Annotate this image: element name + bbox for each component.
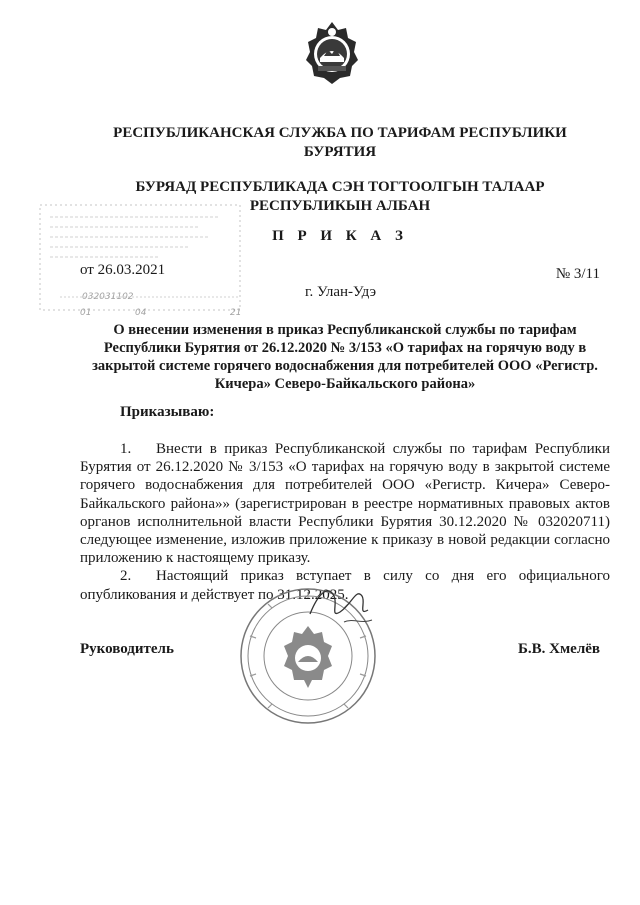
reg-month: 04 — [135, 308, 147, 318]
item-number: 1. — [120, 441, 132, 457]
reg-year: 21 — [230, 308, 242, 318]
document-city: г. Улан-Удэ — [305, 284, 377, 300]
organization-name-ru: РЕСПУБЛИКАНСКАЯ СЛУЖБА ПО ТАРИФАМ РЕСПУБЛИКИ БУРЯТИЯ — [113, 125, 567, 160]
reg-day: 01 — [80, 308, 92, 318]
document-type: П Р И К А З — [272, 228, 408, 244]
document-date: от 26.03.2021 — [80, 262, 166, 278]
item-text: Настоящий приказ вступает в силу со дня его официального опубликования и действует по 31.12.2025. — [80, 568, 610, 603]
document-subject: О внесении изменения в приказ Республиканской службы по тарифам Республики Бурятия от 26.12.2020 № 3/153 «О тарифах на горячую воду в закрытой системе горячего водоснабжения для потребителей ООО «Регистр. Кичера» Северо-Байкальского района» — [92, 322, 598, 392]
signatory-name: Б.В. Хмелёв — [517, 641, 600, 657]
orders-label: Приказываю: — [120, 404, 215, 420]
document-number: № 3/11 — [555, 266, 600, 282]
handwritten-signature — [300, 574, 380, 632]
order-item — [80, 440, 610, 567]
reg-number: 032031102 — [82, 292, 134, 302]
organization-name-bur: БУРЯАД РЕСПУБЛИКАДА СЭН ТОГТООЛГЫН ТАЛААР РЕСПУБЛИКЫН АЛБАН — [135, 179, 545, 214]
registration-stamp — [40, 205, 242, 318]
item-number: 2. — [120, 568, 132, 585]
item-text: Внести в приказ Республиканской службы по тарифам Республики Бурятия от 26.12.2020 № 3/153 «О тарифах на горячую воду в закрытой системе горячего водоснабжения для потребителей ООО «Регистр. Кичера» Северо-Байкальского района»» (зарегистрирован в реестре нормативных правовых актов органов исполнительной власти Республики Бурятия 30.12.2020 № 032020711) следующее изменение, изложив приложение к приказу в новой редакции согласно приложению к настоящему приказу. — [80, 441, 610, 567]
signatory-position: Руководитель — [80, 641, 174, 657]
coat-of-arms-emblem — [302, 20, 362, 86]
